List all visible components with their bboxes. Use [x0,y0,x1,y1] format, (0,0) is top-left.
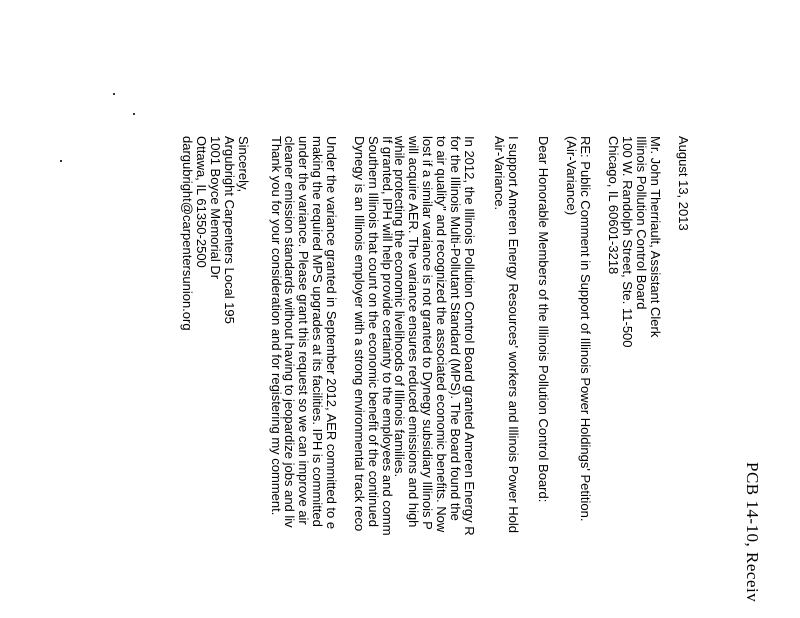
paragraph-line: Southern Illinois that count on the economic benefit of the continued [366,136,381,527]
address-line: Illinois Pollution Control Board [634,136,649,310]
subject-line-1: RE: Public Comment in Support of Illinois Power Holdings' Petition. [578,136,593,522]
paragraph-line: cleaner emission standards without having to jeopardize jobs and liv [282,136,297,528]
paragraph-line: for the Illinois Multi-Pollutant Standard (MPS). The Board found the [448,136,463,521]
signature-block [180,136,250,331]
closing-line: 1001 Boyce Memorial Dr [208,136,223,280]
paragraph-line: will acquire AER. The variance ensures reduced emissions and high [406,136,421,528]
closing-line: Argubright Carpenters Local 195 [222,136,237,324]
paragraph-line: while protecting the economic livelihoods of Illinois families. [392,136,407,478]
address-line: 100 W. Randolph Street, Ste. 11-500 [620,136,635,348]
closing-line: Sincerely, [236,136,251,193]
scan-speck [60,160,62,162]
subject-line-2: (Air-Variance) [564,136,579,216]
paragraph-line: Dynegy is an Illinois employer with a strong environmental track reco [352,136,367,532]
paragraph-1 [492,136,520,533]
paragraph-line: lost if a similar variance is not granted to Dynegy subsidiary Illinois P [420,136,435,530]
salutation [536,136,550,502]
closing-email: dargubright@carpentersunion.org [180,136,195,331]
salutation-text: Dear Honorable Members of the Illinois Pollution Control Board: [536,136,551,503]
paragraph-line: Air-Variance. [492,136,507,211]
paragraph-4 [282,136,338,529]
paragraph-line: making the required MPS upgrades at its facilities. IPH is committed [310,136,325,527]
subject-line [564,136,592,521]
paragraph-line: In 2012, the Illinois Pollution Control Board granted Ameren Energy R [462,136,477,536]
paragraph-2 [392,136,476,536]
paragraph-line: I support Ameren Energy Resources' workers and Illinois Power Hold [506,136,521,533]
received-stamp-header: PCB 14-10, Receiv [743,462,762,603]
paragraph-3 [352,136,394,536]
address-line: Chicago, IL 60601-3218 [606,136,621,275]
paragraph-line: Under the variance granted in September 2012, AER committed to e [324,136,339,530]
scan-speck [113,93,115,95]
rotated-letter-page [170,136,770,618]
address-line: Mr. John Therriault, Assistant Clerk [648,136,663,338]
paragraph-line: Thank you for your consideration and for registering my comment. [269,136,284,516]
paragraph-5 [269,136,283,515]
scan-speck [133,113,135,115]
closing-line: Ottawa, IL 61350-2500 [194,136,209,268]
date-text: August 13, 2013 [676,136,691,231]
recipient-address [606,136,662,348]
paragraph-line: under the variance. Please grant this request so we can improve air [296,136,311,525]
paragraph-line: to air quality" and recognized the associated economic benefits. Now [434,136,449,533]
paragraph-line: If granted, IPH will help provide certainty to the employees and comm [380,136,395,536]
letter-date [676,136,690,231]
